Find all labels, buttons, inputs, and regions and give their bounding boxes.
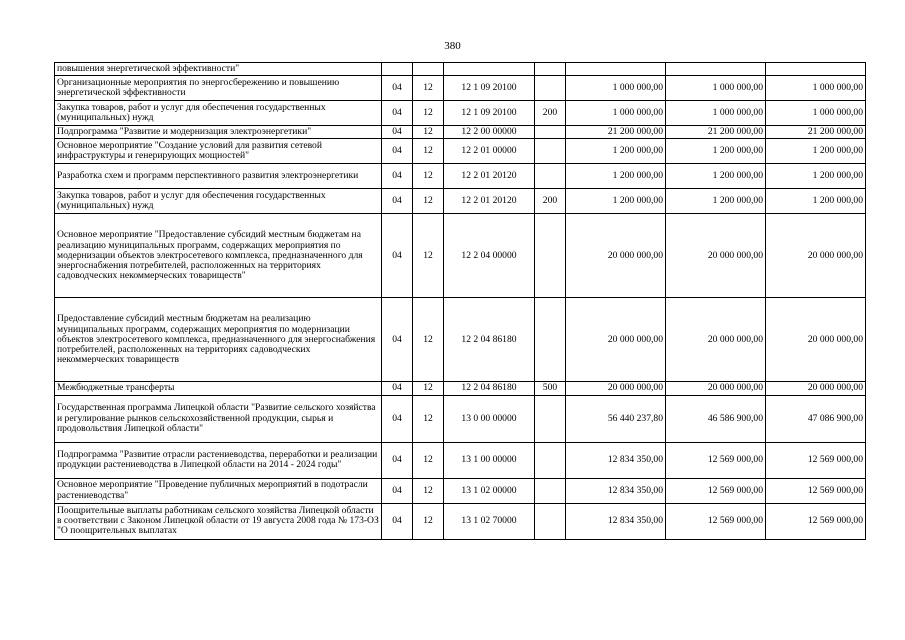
row-name: Основное мероприятие "Проведение публичных мероприятий в подотрасли растениеводства" xyxy=(55,478,382,503)
table-row xyxy=(55,298,866,382)
section-code: 04 xyxy=(382,101,413,126)
target-article-code: 12 2 04 86180 xyxy=(444,382,535,395)
row-name: Государственная программа Липецкой области "Развитие сельского хозяйства и регулирование рынков сельскохозяйственной продукции, сырья и продовольствия Липецкой области" xyxy=(55,395,382,442)
target-article-code: 12 2 01 20120 xyxy=(444,189,535,214)
target-article-code: 12 1 09 20100 xyxy=(444,76,535,101)
table-row xyxy=(55,101,866,126)
amount-year-2: 20 000 000,00 xyxy=(666,382,766,395)
amount-year-1: 1 200 000,00 xyxy=(566,189,666,214)
amount-year-2: 46 586 900,00 xyxy=(666,395,766,442)
row-name: Межбюджетные трансферты xyxy=(55,382,382,395)
amount-year-2: 12 569 000,00 xyxy=(666,442,766,478)
amount-year-2: 1 200 000,00 xyxy=(666,164,766,189)
amount-year-2 xyxy=(666,63,766,76)
expense-type-code xyxy=(535,126,566,139)
budget-table xyxy=(54,62,866,540)
amount-year-2: 1 000 000,00 xyxy=(666,101,766,126)
section-code: 04 xyxy=(382,298,413,382)
amount-year-1: 20 000 000,00 xyxy=(566,298,666,382)
amount-year-3: 21 200 000,00 xyxy=(766,126,866,139)
amount-year-1: 12 834 350,00 xyxy=(566,503,666,539)
amount-year-3: 1 000 000,00 xyxy=(766,76,866,101)
table-row xyxy=(55,126,866,139)
row-name: Организационные мероприятия по энергосбережению и повышению энергетической эффективности xyxy=(55,76,382,101)
table-row xyxy=(55,76,866,101)
amount-year-3 xyxy=(766,63,866,76)
subsection-code: 12 xyxy=(413,164,444,189)
amount-year-2: 12 569 000,00 xyxy=(666,503,766,539)
expense-type-code xyxy=(535,76,566,101)
amount-year-1: 56 440 237,80 xyxy=(566,395,666,442)
row-name: Подпрограмма "Развитие отрасли растениеводства, переработки и реализации продукции растениеводства в Липецкой области на 2014 - 2024 годы" xyxy=(55,442,382,478)
row-name: Подпрограмма "Развитие и модернизация электроэнергетики" xyxy=(55,126,382,139)
amount-year-3: 1 200 000,00 xyxy=(766,164,866,189)
amount-year-1: 1 000 000,00 xyxy=(566,101,666,126)
page-number: 380 xyxy=(444,40,461,52)
target-article-code: 12 2 01 00000 xyxy=(444,139,535,164)
expense-type-code xyxy=(535,214,566,298)
section-code: 04 xyxy=(382,395,413,442)
amount-year-3: 20 000 000,00 xyxy=(766,214,866,298)
expense-type-code xyxy=(535,164,566,189)
subsection-code xyxy=(413,63,444,76)
amount-year-2: 1 000 000,00 xyxy=(666,76,766,101)
subsection-code: 12 xyxy=(413,395,444,442)
expense-type-code xyxy=(535,442,566,478)
table-row xyxy=(55,395,866,442)
row-name: Разработка схем и программ перспективного развития электроэнергетики xyxy=(55,164,382,189)
target-article-code xyxy=(444,63,535,76)
amount-year-2: 1 200 000,00 xyxy=(666,139,766,164)
table-row xyxy=(55,139,866,164)
amount-year-3: 20 000 000,00 xyxy=(766,382,866,395)
row-name: Основное мероприятие "Предоставление субсидий местным бюджетам на реализацию муниципальных программ, содержащих мероприятия по модернизации объектов электросетевого комплекса, предназначенного для энергоснабжения потребителей, расположенных на территориях садоводческих некоммерческих товариществ" xyxy=(55,214,382,298)
target-article-code: 12 2 04 00000 xyxy=(444,214,535,298)
amount-year-3: 12 569 000,00 xyxy=(766,478,866,503)
subsection-code: 12 xyxy=(413,214,444,298)
target-article-code: 13 1 02 00000 xyxy=(444,478,535,503)
row-name: Поощрительные выплаты работникам сельского хозяйства Липецкой области в соответствии с Законом Липецкой области от 19 августа 2008 года № 173-ОЗ "О поощрительных выплатах xyxy=(55,503,382,539)
amount-year-2: 21 200 000,00 xyxy=(666,126,766,139)
section-code: 04 xyxy=(382,164,413,189)
subsection-code: 12 xyxy=(413,76,444,101)
row-name: Предоставление субсидий местным бюджетам на реализацию муниципальных программ, содержащих мероприятия по модернизации объектов электросетевого комплекса, предназначенного для энергоснабжения потребителей, расположенных на территориях садоводческих некоммерческих товариществ xyxy=(55,298,382,382)
table-row xyxy=(55,189,866,214)
amount-year-1: 12 834 350,00 xyxy=(566,478,666,503)
table-row xyxy=(55,478,866,503)
target-article-code: 12 2 00 00000 xyxy=(444,126,535,139)
table-row xyxy=(55,442,866,478)
expense-type-code xyxy=(535,63,566,76)
subsection-code: 12 xyxy=(413,478,444,503)
table-row xyxy=(55,164,866,189)
subsection-code: 12 xyxy=(413,503,444,539)
section-code: 04 xyxy=(382,76,413,101)
table-row xyxy=(55,503,866,539)
row-name: Основное мероприятие "Создание условий для развития сетевой инфраструктуры и генерирующих мощностей" xyxy=(55,139,382,164)
expense-type-code xyxy=(535,503,566,539)
amount-year-2: 20 000 000,00 xyxy=(666,298,766,382)
target-article-code: 12 1 09 20100 xyxy=(444,101,535,126)
amount-year-1: 21 200 000,00 xyxy=(566,126,666,139)
target-article-code: 13 1 02 70000 xyxy=(444,503,535,539)
amount-year-3: 1 000 000,00 xyxy=(766,101,866,126)
amount-year-3: 47 086 900,00 xyxy=(766,395,866,442)
subsection-code: 12 xyxy=(413,298,444,382)
amount-year-2: 12 569 000,00 xyxy=(666,478,766,503)
target-article-code: 12 2 01 20120 xyxy=(444,164,535,189)
target-article-code: 13 0 00 00000 xyxy=(444,395,535,442)
amount-year-1: 20 000 000,00 xyxy=(566,214,666,298)
subsection-code: 12 xyxy=(413,189,444,214)
subsection-code: 12 xyxy=(413,442,444,478)
subsection-code: 12 xyxy=(413,382,444,395)
amount-year-3: 20 000 000,00 xyxy=(766,298,866,382)
table-row xyxy=(55,63,866,76)
amount-year-3: 1 200 000,00 xyxy=(766,189,866,214)
expense-type-code: 200 xyxy=(535,101,566,126)
amount-year-2: 20 000 000,00 xyxy=(666,214,766,298)
section-code: 04 xyxy=(382,189,413,214)
amount-year-2: 1 200 000,00 xyxy=(666,189,766,214)
section-code: 04 xyxy=(382,214,413,298)
section-code: 04 xyxy=(382,478,413,503)
table-row xyxy=(55,382,866,395)
amount-year-1: 12 834 350,00 xyxy=(566,442,666,478)
amount-year-1: 20 000 000,00 xyxy=(566,382,666,395)
amount-year-1 xyxy=(566,63,666,76)
section-code: 04 xyxy=(382,126,413,139)
amount-year-3: 1 200 000,00 xyxy=(766,139,866,164)
section-code xyxy=(382,63,413,76)
subsection-code: 12 xyxy=(413,139,444,164)
amount-year-3: 12 569 000,00 xyxy=(766,503,866,539)
section-code: 04 xyxy=(382,442,413,478)
row-name: повышения энергетической эффективности" xyxy=(55,63,382,76)
target-article-code: 13 1 00 00000 xyxy=(444,442,535,478)
expense-type-code: 200 xyxy=(535,189,566,214)
row-name: Закупка товаров, работ и услуг для обеспечения государственных (муниципальных) нужд xyxy=(55,101,382,126)
subsection-code: 12 xyxy=(413,126,444,139)
expense-type-code xyxy=(535,139,566,164)
section-code: 04 xyxy=(382,503,413,539)
row-name: Закупка товаров, работ и услуг для обеспечения государственных (муниципальных) нужд xyxy=(55,189,382,214)
section-code: 04 xyxy=(382,382,413,395)
expense-type-code xyxy=(535,298,566,382)
table-row xyxy=(55,214,866,298)
target-article-code: 12 2 04 86180 xyxy=(444,298,535,382)
amount-year-1: 1 200 000,00 xyxy=(566,164,666,189)
expense-type-code xyxy=(535,478,566,503)
amount-year-3: 12 569 000,00 xyxy=(766,442,866,478)
expense-type-code xyxy=(535,395,566,442)
section-code: 04 xyxy=(382,139,413,164)
amount-year-1: 1 200 000,00 xyxy=(566,139,666,164)
subsection-code: 12 xyxy=(413,101,444,126)
expense-type-code: 500 xyxy=(535,382,566,395)
amount-year-1: 1 000 000,00 xyxy=(566,76,666,101)
